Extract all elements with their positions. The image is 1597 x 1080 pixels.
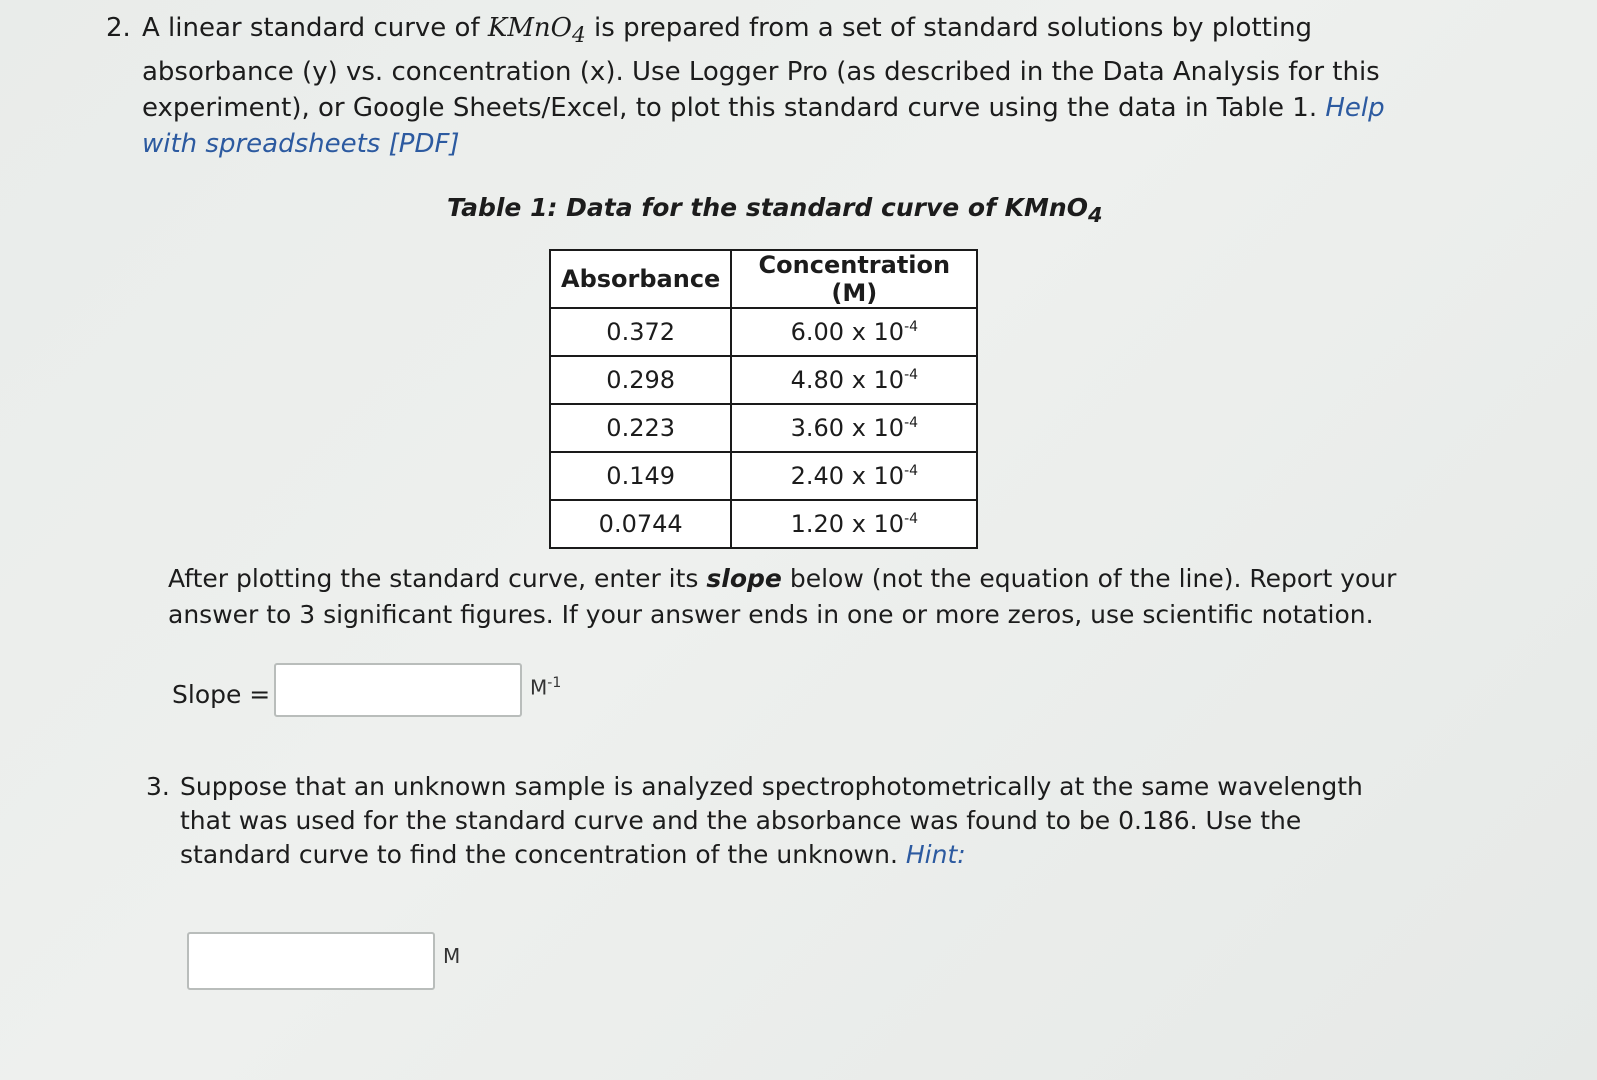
hint-link[interactable]: Hint: — [905, 840, 966, 869]
slope-unit-base: M — [530, 675, 548, 700]
conc-exponent: -4 — [904, 367, 919, 383]
concentration-input[interactable] — [187, 932, 435, 990]
table-row — [550, 308, 977, 356]
conc-exponent: -4 — [904, 319, 919, 335]
conc-base: 4.80 x 10 — [790, 366, 905, 394]
slope-label: Slope = — [172, 680, 271, 709]
concentration-cell — [731, 500, 977, 548]
instructions-emphasis: slope — [706, 564, 782, 593]
caption-subscript: 4 — [1087, 203, 1103, 227]
conc-base: 3.60 x 10 — [790, 414, 905, 442]
table-row — [550, 500, 977, 548]
absorbance-cell: 0.298 — [550, 356, 731, 404]
question-2 — [106, 10, 1426, 162]
conc-base: 1.20 x 10 — [790, 510, 905, 538]
concentration-cell — [731, 452, 977, 500]
help-spreadsheets-link[interactable]: Help with spreadsheets [PDF] — [142, 93, 1385, 160]
question-text-part1: A linear standard curve of — [142, 13, 488, 43]
table-row — [550, 356, 977, 404]
absorbance-cell: 0.372 — [550, 308, 731, 356]
absorbance-cell: 0.149 — [550, 452, 731, 500]
table-caption — [447, 193, 1102, 227]
formula-subscript: 4 — [572, 23, 586, 49]
header-concentration: Concentration (M) — [731, 250, 977, 308]
question-text-part2: is prepared from a set of standard solutions by plotting absorbance (y) vs. concentration (x). Use Logger Pro (as described in the Data Analysis for this experiment), or Google Sheets/Excel, to plot this standard curve using the data in Table 1. — [142, 13, 1380, 124]
concentration-cell — [731, 356, 977, 404]
chemical-formula — [487, 13, 586, 49]
conc-exponent: -4 — [904, 511, 919, 527]
standard-curve-table — [549, 249, 978, 549]
question-2-text — [142, 10, 1426, 162]
slope-input[interactable] — [274, 663, 522, 717]
slope-instructions — [168, 561, 1418, 633]
question-number: 2. — [106, 13, 131, 43]
question-3 — [146, 770, 1406, 872]
question-number: 3. — [146, 772, 170, 801]
question-3-text — [180, 770, 1406, 872]
concentration-cell — [731, 404, 977, 452]
table-header-row — [550, 250, 977, 308]
concentration-unit: M — [443, 944, 461, 968]
instructions-part2: below (not the equation of the line). Report your answer to 3 significant figures. If your answer ends in one or more zeros, use scientific notation. — [168, 564, 1397, 629]
header-absorbance: Absorbance — [550, 250, 731, 308]
slope-unit-exponent: -1 — [547, 675, 562, 691]
formula-base: KMnO — [487, 13, 572, 43]
conc-base: 2.40 x 10 — [790, 462, 905, 490]
conc-exponent: -4 — [904, 463, 919, 479]
conc-exponent: -4 — [904, 415, 919, 431]
question-3-body: Suppose that an unknown sample is analyzed spectrophotometrically at the same wavelength that was used for the standard curve and the absorbance was found to be 0.186. Use the standard curve to find the concentration of the unknown. — [180, 772, 1363, 869]
slope-unit — [530, 675, 561, 700]
caption-text: Table 1: Data for the standard curve of KMnO — [447, 193, 1088, 222]
absorbance-cell: 0.223 — [550, 404, 731, 452]
concentration-cell — [731, 308, 977, 356]
table-row — [550, 404, 977, 452]
absorbance-cell: 0.0744 — [550, 500, 731, 548]
table-row — [550, 452, 977, 500]
instructions-part1: After plotting the standard curve, enter its — [168, 564, 707, 593]
conc-base: 6.00 x 10 — [790, 318, 905, 346]
